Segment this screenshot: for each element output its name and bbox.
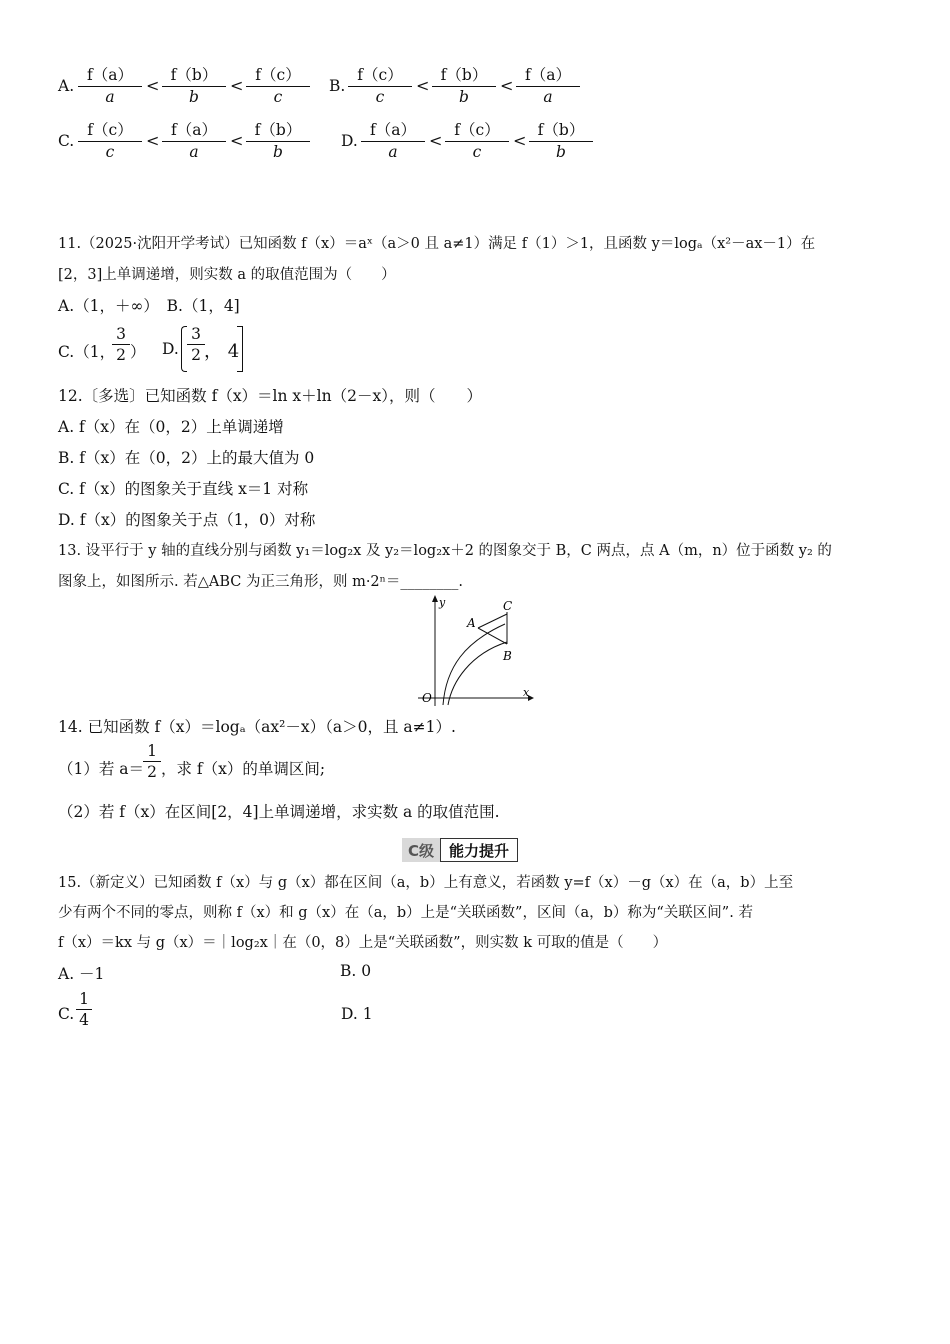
fraction: $\frac{f(a)}{a}$ xyxy=(162,118,226,161)
q15-line-3: f（x）＝kx 与 g（x）＝｜log₂x｜在（0，8）上是“关联函数”，则实数 k 可取的值是（ ） xyxy=(58,935,668,951)
q11-line-2: [2，3]上单调递增，则实数 a 的取值范围为（ ） xyxy=(58,267,396,283)
point-a-label: A xyxy=(467,616,476,630)
fraction: $\frac{f(a)}{a}$ xyxy=(516,63,580,106)
q15-line-1: 15.（新定义）已知函数 f（x）与 g（x）都在区间（a，b）上有意义，若函数 y=f（x）－g（x）在（a，b）上至 xyxy=(58,875,794,891)
less-than: < xyxy=(230,131,244,150)
less-than: < xyxy=(230,76,244,95)
fraction: $\frac{1}{2}$ xyxy=(143,742,161,781)
less-than: < xyxy=(146,131,160,150)
curve-y2 xyxy=(443,624,505,705)
q13-line-2: 图象上，如图所示. 若△ABC 为正三角形，则 m·2ⁿ＝________. xyxy=(58,574,464,590)
y-label: y xyxy=(439,596,446,609)
q15-option-b: B. 0 xyxy=(340,962,372,980)
less-than: < xyxy=(500,76,514,95)
fraction: $\frac{3}{2}$ xyxy=(187,325,205,364)
q12-option-d: D. f（x）的图象关于点（1，0）对称 xyxy=(58,511,316,529)
q14-stem: 14. 已知函数 f（x）＝logₐ（ax²－x）（a＞0，且 a≠1）. xyxy=(58,718,456,736)
fraction: $\frac{f(a)}{a}$ xyxy=(78,63,142,106)
fraction: $\frac{f(b)}{b}$ xyxy=(162,63,226,106)
point-c-label: C xyxy=(503,599,513,613)
x-label: x xyxy=(523,686,530,699)
q14-part-2: （2）若 f（x）在区间[2，4]上单调递增，求实数 a 的取值范围. xyxy=(58,803,500,821)
right-bracket xyxy=(237,326,243,372)
fraction: $\frac{f(c)}{c}$ xyxy=(246,63,310,106)
fraction: $\frac{f(c)}{c}$ xyxy=(78,118,142,161)
q13-line-1: 13. 设平行于 y 轴的直线分别与函数 y₁＝log₂x 及 y₂＝log₂x＋2 的图象交于 B，C 两点，点 A（m，n）位于函数 y₂ 的 xyxy=(58,543,832,559)
q15-option-d: D. 1 xyxy=(341,1005,373,1023)
q13-graph-figure xyxy=(410,592,535,710)
less-than: < xyxy=(513,131,527,150)
origin-label: O xyxy=(422,691,432,705)
fraction: $\frac{f(b)}{b}$ xyxy=(529,118,593,161)
fraction: $\frac{f(c)}{c}$ xyxy=(445,118,509,161)
point-b-label: B xyxy=(503,649,512,663)
q12-stem: 12.〔多选〕已知函数 f（x）＝ln x＋ln（2－x），则（ ） xyxy=(58,387,482,405)
y-axis-arrow xyxy=(432,595,438,602)
segment-ac xyxy=(478,614,507,628)
less-than: < xyxy=(429,131,443,150)
less-than: < xyxy=(146,76,160,95)
q11-options-ab: A.（1，＋∞） B.（1，4] xyxy=(58,297,240,315)
fraction: $\frac{f(b)}{b}$ xyxy=(432,63,496,106)
less-than: < xyxy=(416,76,430,95)
q15-line-2: 少有两个不同的零点，则称 f（x）和 g（x）在（a，b）上是“关联函数”，区间（a，b）称为“关联区间”. 若 xyxy=(58,905,753,921)
section-badge xyxy=(402,838,518,862)
badge-title: 能力提升 xyxy=(440,838,518,862)
fraction: $\frac{f(a)}{a}$ xyxy=(361,118,425,161)
q12-option-b: B. f（x）在（0，2）上的最大值为 0 xyxy=(58,449,315,467)
q12-option-c: C. f（x）的图象关于直线 x＝1 对称 xyxy=(58,480,309,498)
fraction: $\frac{3}{2}$ xyxy=(112,325,130,364)
option-label: D. xyxy=(341,132,358,150)
badge-level: C级 xyxy=(402,838,440,862)
curve-y1 xyxy=(448,642,507,705)
fraction: $\frac{f(b)}{b}$ xyxy=(246,118,310,161)
option-label: C. xyxy=(58,132,75,150)
q11-line-1: 11.（2025·沈阳开学考试）已知函数 f（x）＝aˣ（a＞0 且 a≠1）满足 f（1）＞1，且函数 y＝logₐ（x²－ax－1）在 xyxy=(58,236,816,252)
q12-option-a: A. f（x）在（0，2）上单调递增 xyxy=(58,418,284,436)
q15-option-a: A. －1 xyxy=(58,965,105,983)
option-label: B. xyxy=(329,77,346,95)
option-label: A. xyxy=(58,77,75,95)
fraction: $\frac{f(c)}{c}$ xyxy=(348,63,412,106)
fraction: $\frac{1}{4}$ xyxy=(76,990,92,1029)
